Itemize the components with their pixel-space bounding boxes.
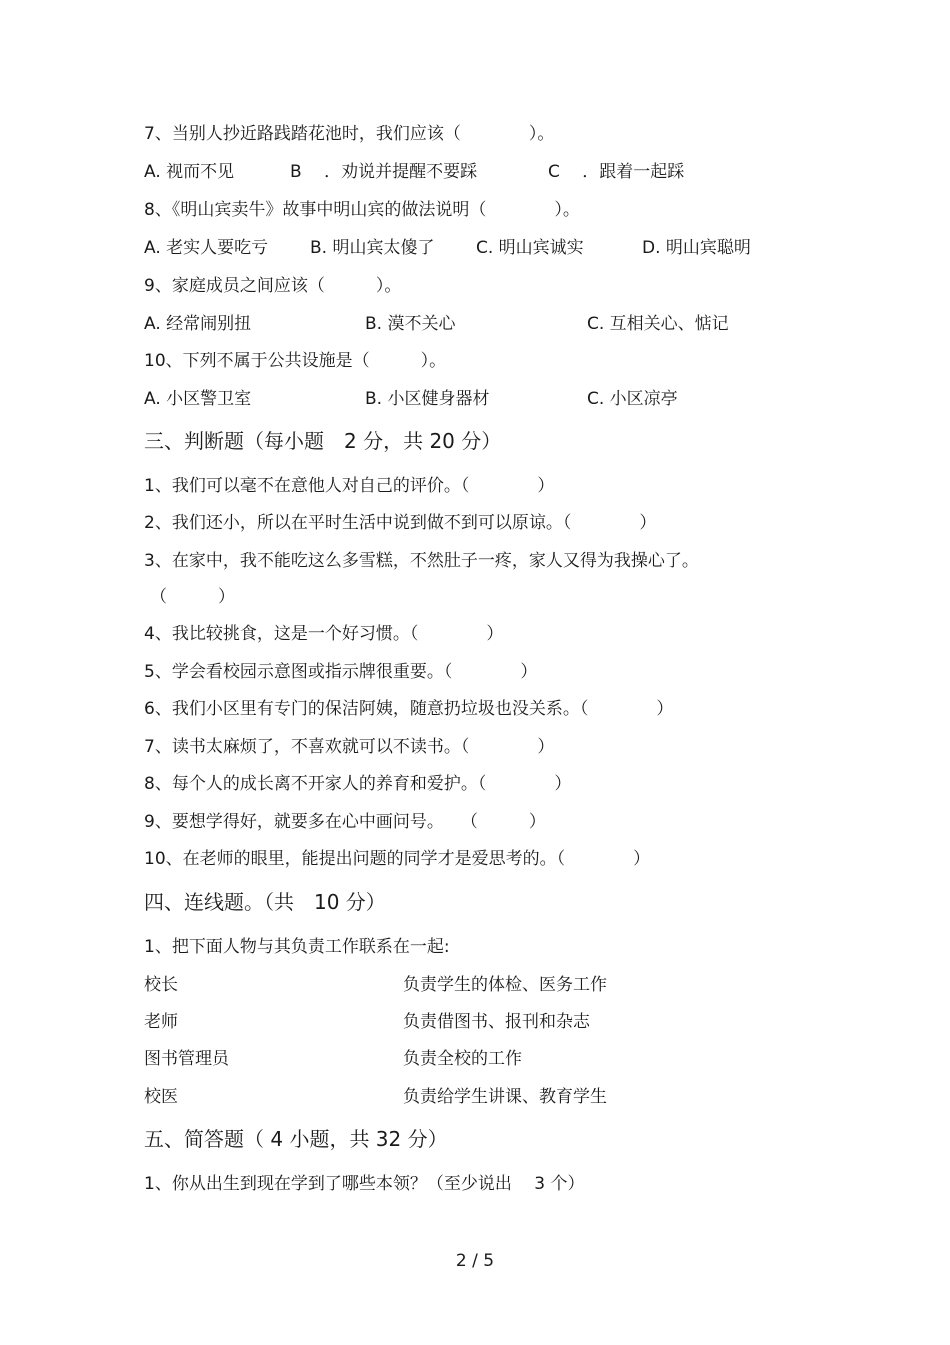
question-10: 10、下列不属于公共设施是（ ）。 [144, 351, 447, 371]
tf-item-4: 4、我比较挑食，这是一个好习惯。（ ） [144, 624, 504, 644]
option-7b: B ．劝说并提醒不要踩 [290, 162, 478, 182]
match-right-3: 负责全校的工作 [403, 1049, 522, 1069]
question-7: 7、当别人抄近路践踏花池时，我们应该（ ）。 [144, 124, 555, 144]
match-left-2: 老师 [144, 1012, 178, 1032]
option-7a: A. 视而不见 [144, 162, 235, 182]
option-10a: A. 小区警卫室 [144, 389, 252, 409]
tf-item-3-answer: （ ） [150, 587, 235, 607]
option-9b: B. 漠不关心 [365, 314, 456, 334]
option-10b: B. 小区健身器材 [365, 389, 490, 409]
question-9: 9、家庭成员之间应该（ ）。 [144, 276, 402, 296]
question-8: 8、《明山宾卖牛》故事中明山宾的做法说明（ ）。 [144, 200, 580, 220]
match-left-3: 图书管理员 [144, 1049, 229, 1069]
match-right-2: 负责借图书、报刊和杂志 [403, 1012, 590, 1032]
option-8b: B. 明山宾太傻了 [310, 238, 435, 258]
option-8d: D. 明山宾聪明 [642, 238, 751, 258]
matching-intro: 1、把下面人物与其负责工作联系在一起: [144, 937, 450, 957]
option-9c: C. 互相关心、惦记 [587, 314, 729, 334]
option-8a: A. 老实人要吃亏 [144, 238, 269, 258]
section-5-heading: 五、简答题（ 4 小题，共 32 分） [144, 1127, 448, 1151]
section-3-heading: 三、判断题（每小题 2 分，共 20 分） [144, 429, 502, 453]
match-left-4: 校医 [144, 1087, 178, 1107]
match-left-1: 校长 [144, 975, 178, 995]
match-right-1: 负责学生的体检、医务工作 [403, 975, 607, 995]
tf-item-1: 1、我们可以毫不在意他人对自己的评价。（ ） [144, 476, 555, 496]
match-right-4: 负责给学生讲课、教育学生 [403, 1087, 607, 1107]
option-10c: C. 小区凉亭 [587, 389, 678, 409]
tf-item-5: 5、学会看校园示意图或指示牌很重要。（ ） [144, 662, 538, 682]
page-number: 2 / 5 [455, 1251, 495, 1271]
tf-item-7: 7、读书太麻烦了，不喜欢就可以不读书。（ ） [144, 737, 555, 757]
option-8c: C. 明山宾诚实 [476, 238, 584, 258]
option-7c: C ．跟着一起踩 [548, 162, 685, 182]
tf-item-9: 9、要想学得好，就要多在心中画问号。 （ ） [144, 812, 546, 832]
short-answer-1: 1、你从出生到现在学到了哪些本领？（至少说出 3 个） [144, 1174, 585, 1194]
tf-item-6: 6、我们小区里有专门的保洁阿姨，随意扔垃圾也没关系。（ ） [144, 699, 674, 719]
tf-item-8: 8、每个人的成长离不开家人的养育和爱护。（ ） [144, 774, 572, 794]
section-4-heading: 四、连线题。（共 10 分） [144, 890, 386, 914]
tf-item-10: 10、在老师的眼里，能提出问题的同学才是爱思考的。（ ） [144, 849, 651, 869]
tf-item-3: 3、在家中，我不能吃这么多雪糕，不然肚子一疼，家人又得为我操心了。 [144, 551, 699, 571]
tf-item-2: 2、我们还小，所以在平时生活中说到做不到可以原谅。（ ） [144, 513, 657, 533]
option-9a: A. 经常闹别扭 [144, 314, 252, 334]
